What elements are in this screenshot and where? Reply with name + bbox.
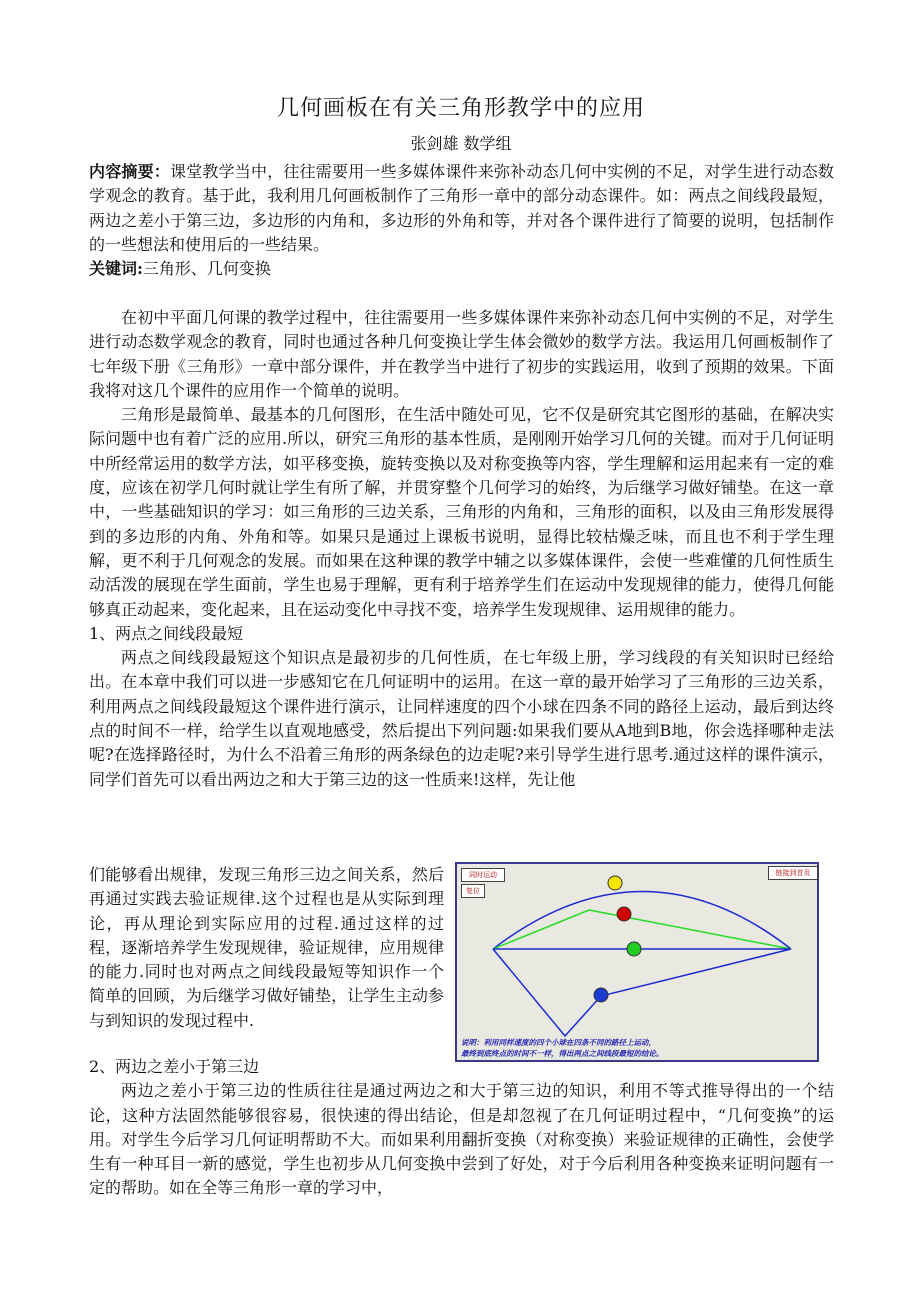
green-ball <box>627 942 641 956</box>
path-diagram <box>457 864 817 1060</box>
section2-heading: 2、两边之差小于第三边 <box>89 1057 260 1076</box>
section2-block <box>89 1055 834 1201</box>
abstract-block <box>89 160 834 281</box>
intro-paragraph-1: 在初中平面几何课的教学过程中，往往需要用一些多媒体课件来弥补动态几何中实例的不足，对学生进行动态数学观念的教育，同时也通过各种几何变换让学生体会微妙的数学方法。我运用几何画板制作了七年级下册《三角形》一章中部分课件，并在教学当中进行了初步的实践运用，收到了预期的效果。下面我将对这几个课件的应用作一个简单的说明。 <box>89 308 834 400</box>
blue-ball <box>594 988 608 1002</box>
section1-wrapped-paragraph: 们能够看出规律，发现三角形三边之间关系，然后再通过实践去验证规律.这个过程也是从实际到理论，再从理论到实际应用的过程.通过这样的过程，逐渐培养学生发现规律，验证规律，应用规律的能力.同时也对两点之间线段最短等知识作一个简单的回顾，为后继学习做好铺垫，让学生主动参与到知识的发现过程中. <box>89 865 444 1030</box>
keywords-paragraph <box>89 257 834 281</box>
keywords-text: 三角形、几何变换 <box>142 259 271 279</box>
polygon-path <box>493 949 791 1036</box>
figure-caption-line-2: 最终到底终点的时间不一样，得出两点之间线段最短的结论。 <box>461 1049 664 1058</box>
yellow-ball <box>608 876 622 890</box>
abstract-text: 课堂教学当中，往往需要用一些多媒体课件来弥补动态几何中实例的不足，对学生进行动态数学观念的教育。基于此，我利用几何画板制作了三角形一章中的部分动态课件。如：两点之间线段最短，两边之差小于第三边，多边形的内角和，多边形的外角和等，并对各个课件进行了简要的说明，包括制作的一些想法和使用后的一些结果。 <box>89 162 834 254</box>
section1-heading: 1、两点之间线段最短 <box>89 623 244 643</box>
abstract-paragraph <box>89 160 834 257</box>
red-ball <box>617 907 631 921</box>
author-line: 张剑雄 数学组 <box>410 134 512 153</box>
abstract-label: 内容摘要： <box>89 162 170 181</box>
home-link-button[interactable]: 链接到首页 <box>768 866 818 880</box>
figure-caption-line-1: 说明：利用同样速度的四个小球在四条不同的路径上运动， <box>461 1038 656 1047</box>
section2-paragraph: 两边之差小于第三边的性质往往是通过两边之和大于第三边的知识，利用不等式推导得出的一个结论，这种方法固然能够很容易，很快速的得出结论，但是却忽视了在几何证明过程中，“几何变换”的运用。对学生今后学习几何证明帮助不大。而如果利用翻折变换（对称变换）来验证规律的正确性，会使学生有一种耳目一新的感觉，学生也初步从几何变换中尝到了好处，对于今后利用各种变换来证明问题有一定的帮助。如在全等三角形一章的学习中， <box>89 1081 834 1198</box>
section1-paragraph: 两点之间线段最短这个知识点是最初步的几何性质，在七年级上册，学习线段的有关知识时已经给出。在本章中我们可以进一步感知它在几何证明中的运用。在这一章的最开始学习了三角形的三边关系，利用两点之间线段最短这个课件进行演示，让同样速度的四个小球在四条不同的路径上运动，最后到达终点的时间不一样，给学生以直观地感受，然后提出下列问题:如果我们要从A地到B地，你会选择哪种走法呢?在选择路径时，为什么不沿着三角形的两条绿色的边走呢?来引导学生进行思考.通过这样的课件演示，同学们首先可以看出两边之和大于第三边的这一性质来!这样，先让他 <box>89 648 834 789</box>
body-block <box>89 306 834 792</box>
green-triangle-path <box>493 910 791 949</box>
move-together-button[interactable]: 同时运动 <box>461 868 505 882</box>
reset-button[interactable]: 复位 <box>461 884 485 898</box>
paper-title: 几何画板在有关三角形教学中的应用 <box>276 96 645 121</box>
intro-paragraph-2: 三角形是最简单、最基本的几何图形，在生活中随处可见，它不仅是研究其它图形的基础，在解决实际问题中也有着广泛的应用.所以，研究三角形的基本性质，是刚刚开始学习几何的关键。而对于几何证明中所经常运用的数学方法，如平移变换，旋转变换以及对称变换等内容，学生理解和运用起来有一定的难度，应该在初学几何时就让学生有所了解，并贯穿整个几何学习的始终，为后继学习做好铺垫。在这一章中，一些基础知识的学习：如三角形的三边关系，三角形的内角和，三角形的面积，以及由三角形发展得到的多边形的内角、外角和等。如果只是通过上课板书说明，显得比较枯燥乏味，而且也不利于学生理解，更不利于几何观念的发展。而如果在这种课的教学中辅之以多媒体课件，会使一些难懂的几何性质生动活泼的展现在学生面前，学生也易于理解，更有利于培养学生们在运动中发现规律的能力，使得几何能够真正动起来，变化起来，且在运动变化中寻找不变，培养学生发现规律、运用规律的能力。 <box>89 405 834 619</box>
keywords-label: 关键词: <box>89 259 143 279</box>
shortest-path-figure <box>455 862 819 1062</box>
